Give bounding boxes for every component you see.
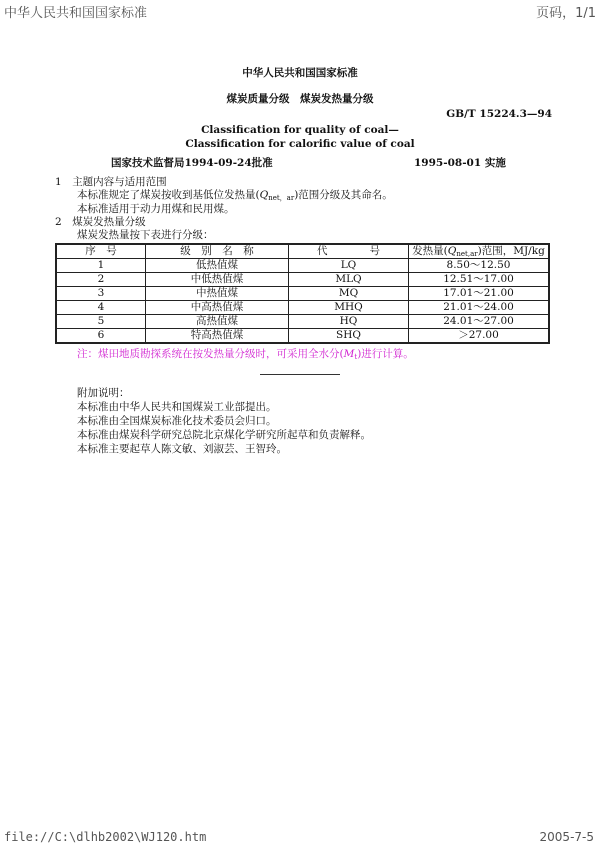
- table-cell: 中热值煤: [146, 287, 289, 301]
- appendix-line: 本标准主要起草人陈文敏、刘淑芸、王智玲。: [77, 443, 287, 455]
- table-cell: MLQ: [289, 273, 409, 287]
- appendix-line: 附加说明：: [77, 387, 130, 399]
- table-cell: 中高热值煤: [146, 301, 289, 315]
- table-cell: 高热值煤: [146, 315, 289, 329]
- col-header: 级 别 名 称: [146, 244, 289, 259]
- table-row: [56, 301, 549, 315]
- table-row: [56, 329, 549, 344]
- table-cell: 24.01～27.00: [409, 315, 550, 329]
- table-cell: 6: [56, 329, 146, 344]
- table-row: [56, 273, 549, 287]
- appendix: [77, 386, 371, 456]
- table-cell: 4: [56, 301, 146, 315]
- page-header-title: 中华人民共和国国家标准: [4, 6, 148, 21]
- table-cell: 3: [56, 287, 146, 301]
- approval: 国家技术监督局1994-09-24批准: [111, 157, 273, 169]
- table-cell: 12.51～17.00: [409, 273, 550, 287]
- table-cell: 特高热值煤: [146, 329, 289, 344]
- doc-title-en-1: Classification for quality of coal—: [201, 124, 399, 136]
- standard-code: GB/T 15224.3—94: [446, 108, 552, 120]
- appendix-line: 本标准由煤炭科学研究总院北京煤化学研究所起草和负责解释。: [77, 429, 371, 441]
- divider: [260, 374, 340, 375]
- section-2-heading: 2 煤炭发热量分级: [55, 216, 146, 228]
- table-cell: SHQ: [289, 329, 409, 344]
- doc-title-cn: 煤炭质量分级 煤炭发热量分级: [226, 93, 374, 105]
- footer-path: file://C:\dlhb2002\WJ120.htm: [4, 830, 207, 844]
- page-number: 页码，1/1: [536, 6, 596, 21]
- table-cell: 8.50～12.50: [409, 259, 550, 273]
- table-cell: 1: [56, 259, 146, 273]
- table-cell: 中低热值煤: [146, 273, 289, 287]
- appendix-line: 本标准由中华人民共和国煤炭工业部提出。: [77, 401, 277, 413]
- table-cell: LQ: [289, 259, 409, 273]
- table-row: [56, 287, 549, 301]
- table-cell: 17.01～21.00: [409, 287, 550, 301]
- table-cell: 低热值煤: [146, 259, 289, 273]
- footer-date: 2005-7-5: [539, 830, 594, 844]
- calorific-table: [55, 243, 550, 344]
- col-header: 发热量$(Q_{net,ar})$范围，MJ/kg: [409, 244, 550, 259]
- section-2-para: 煤炭发热量按下表进行分级：: [77, 229, 214, 241]
- org-title: 中华人民共和国国家标准: [242, 67, 358, 79]
- table-cell: 2: [56, 273, 146, 287]
- col-header: 代 号: [289, 244, 409, 259]
- section-1-para-1: 本标准规定了煤炭按收到基低位发热量$(Q_{net,ar})$范围分级及其命名。: [77, 189, 393, 202]
- col-header: 序 号: [56, 244, 146, 259]
- effective-date: 1995-08-01 实施: [414, 157, 506, 169]
- table-note: 注：煤田地质勘探系统在按发热量分级时，可采用全水分$(M_t)$进行计算。: [77, 348, 414, 361]
- table-cell: HQ: [289, 315, 409, 329]
- appendix-line: 本标准由全国煤炭标准化技术委员会归口。: [77, 415, 277, 427]
- table-cell: MQ: [289, 287, 409, 301]
- table-cell: ＞27.00: [409, 329, 550, 344]
- doc-title-en-2: Classification for calorific value of coal: [185, 138, 415, 150]
- table-header-row: [56, 244, 549, 259]
- table-cell: MHQ: [289, 301, 409, 315]
- table-row: [56, 259, 549, 273]
- table-cell: 5: [56, 315, 146, 329]
- section-1-para-2: 本标准适用于动力用煤和民用煤。: [77, 203, 235, 215]
- section-1-heading: 1 主题内容与适用范围: [55, 176, 167, 188]
- table-cell: 21.01～24.00: [409, 301, 550, 315]
- table-row: [56, 315, 549, 329]
